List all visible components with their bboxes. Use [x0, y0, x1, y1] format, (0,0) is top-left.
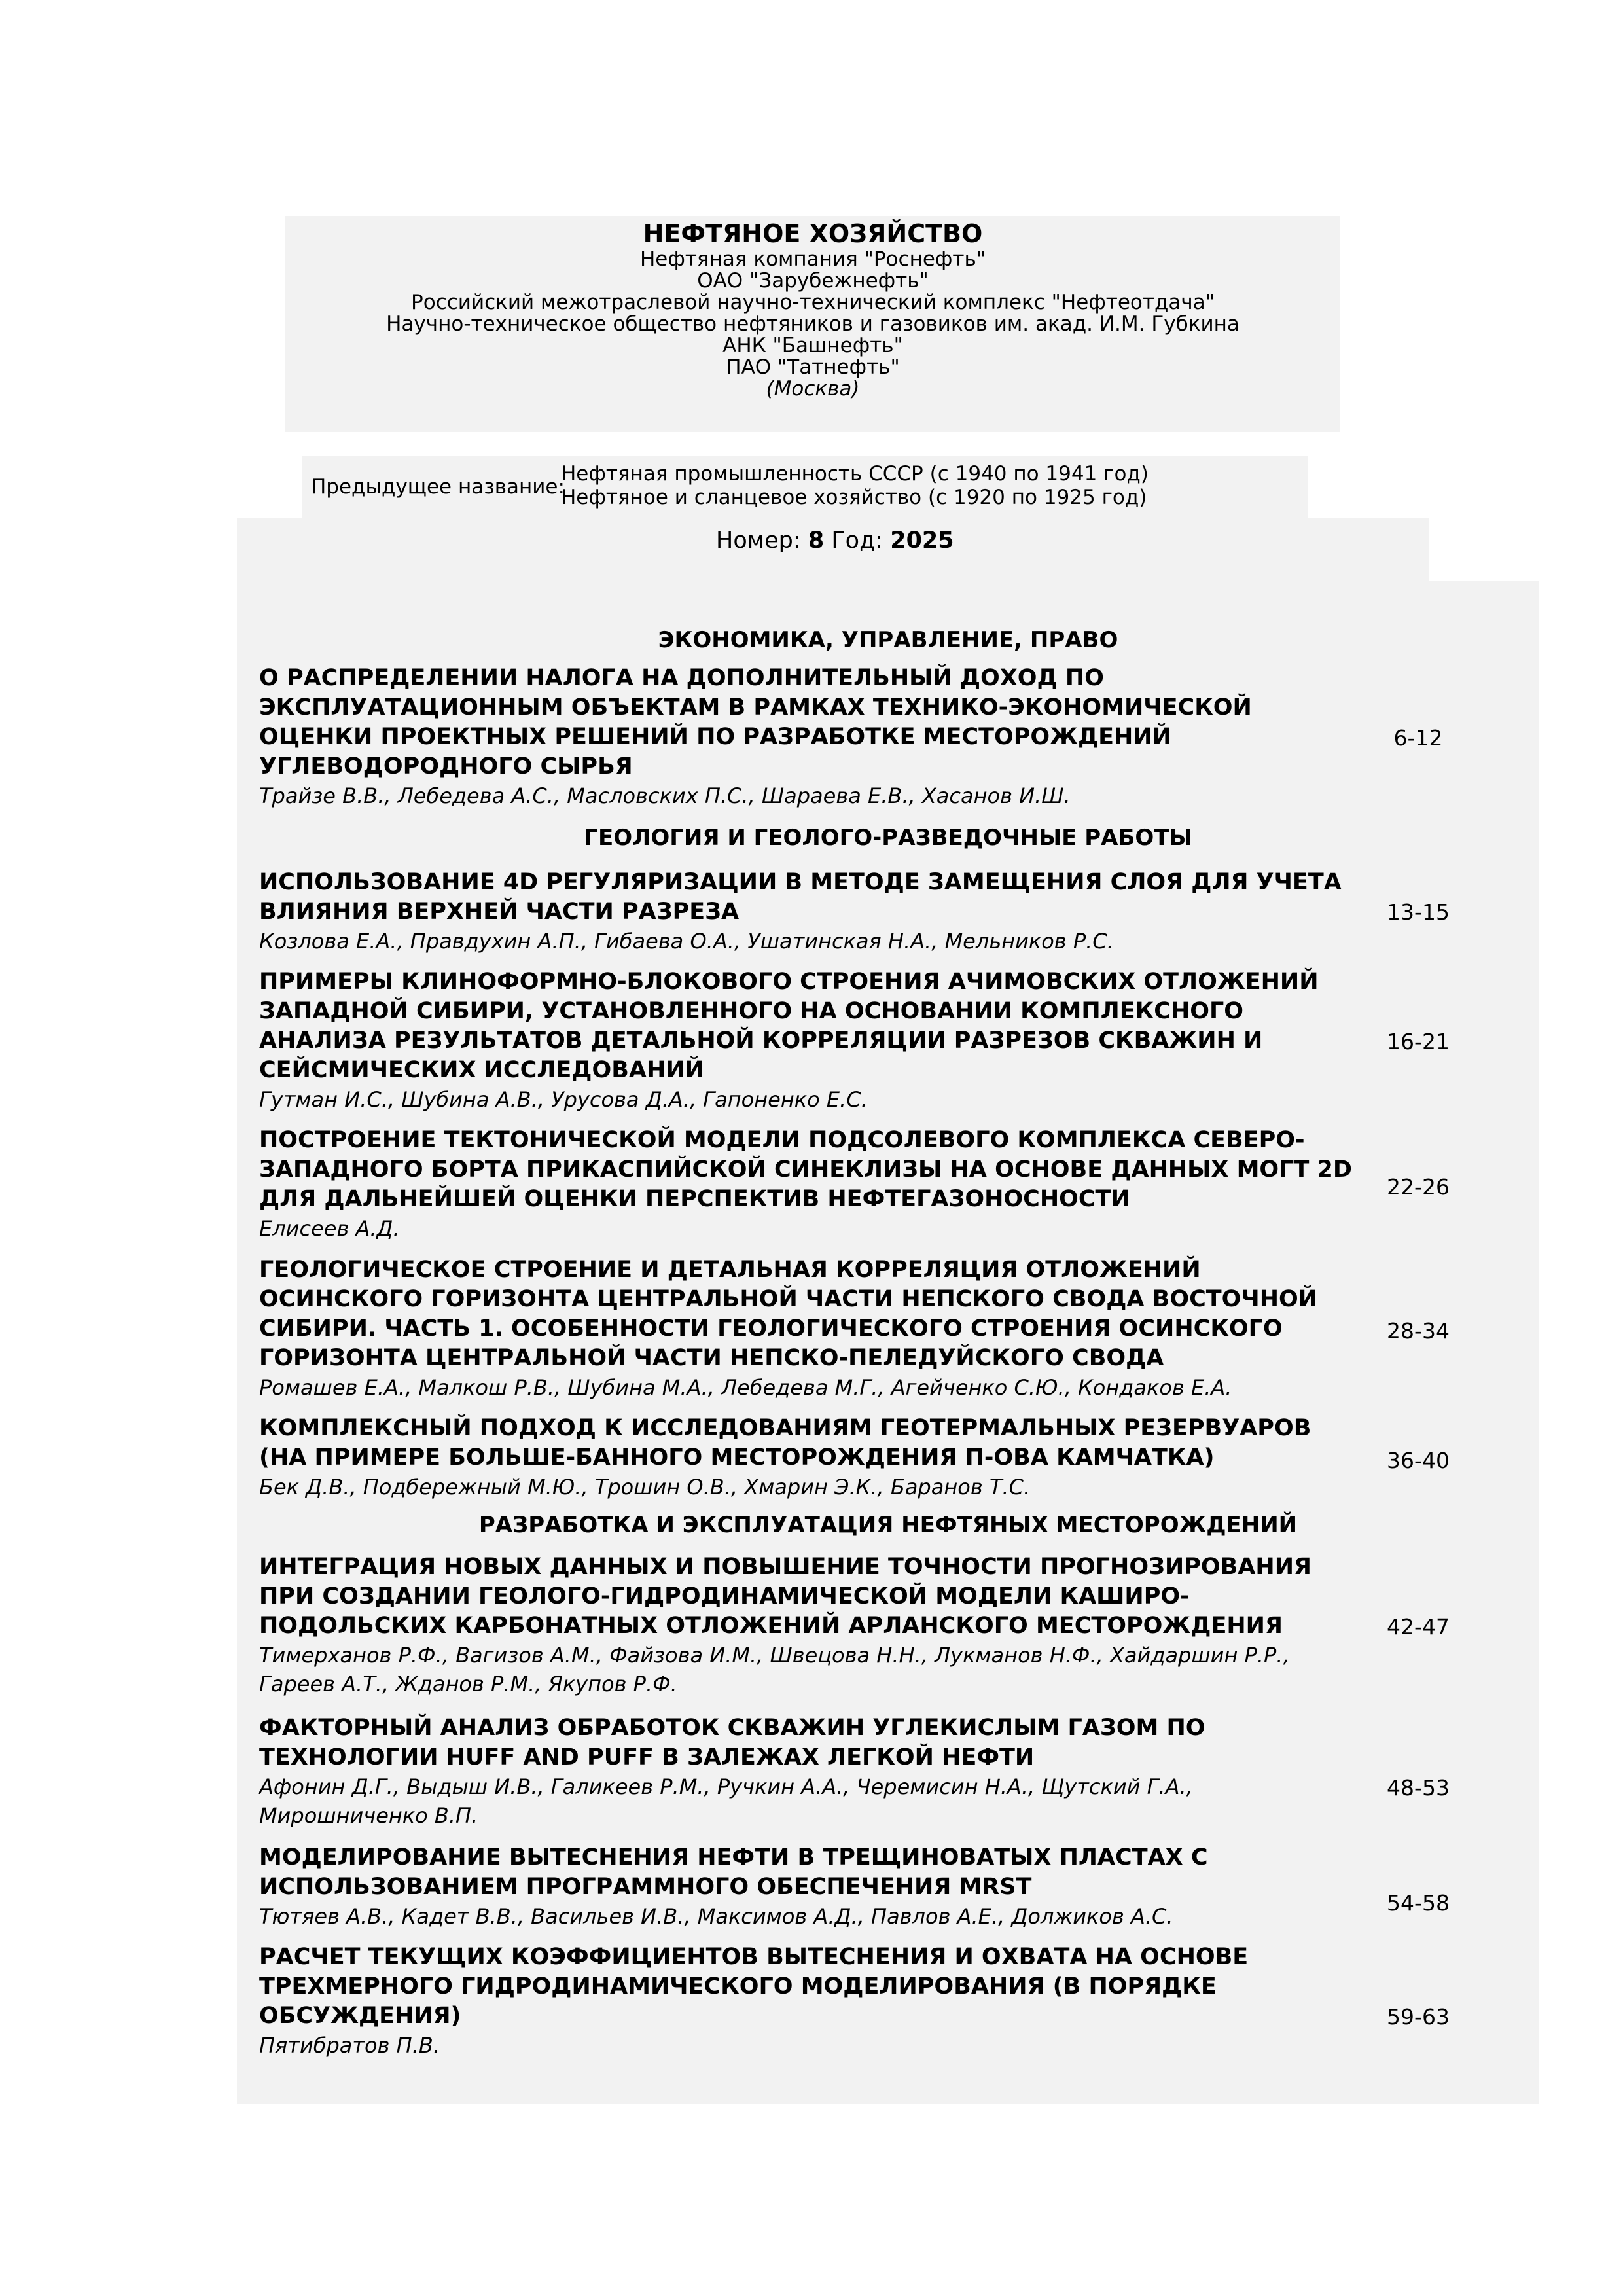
article-title[interactable]: ФАКТОРНЫЙ АНАЛИЗ ОБРАБОТОК СКВАЖИН УГЛЕКИСЛЫМ ГАЗОМ ПО ТЕХНОЛОГИИ HUFF AND PUFF В ЗАЛЕЖАХ ЛЕГКОЙ НЕФТИ — [259, 1715, 1205, 1770]
issue-line — [237, 528, 1429, 554]
section-heading: ГЕОЛОГИЯ И ГЕОЛОГО-РАЗВЕДОЧНЫЕ РАБОТЫ — [584, 825, 1192, 851]
article-title[interactable]: ИСПОЛЬЗОВАНИЕ 4D РЕГУЛЯРИЗАЦИИ В МЕТОДЕ ЗАМЕЩЕНИЯ СЛОЯ ДЛЯ УЧЕТА ВЛИЯНИЯ ВЕРХНЕЙ ЧАСТИ РАЗРЕЗА — [259, 869, 1342, 925]
article-pages: 28-34 — [1387, 1318, 1450, 1344]
article-authors: Гутман И.С., Шубина А.В., Урусова Д.А., Гапоненко Е.С. — [259, 1087, 868, 1112]
previous-names-block — [302, 456, 1308, 520]
article-pages: 59-63 — [1387, 2004, 1450, 2030]
previous-name: Нефтяная промышленность СССР (с 1940 по 1941 год) — [561, 462, 1149, 486]
publisher-line: Нефтяная компания "Роснефть" — [639, 247, 986, 271]
journal-title: НЕФТЯНОЕ ХОЗЯЙСТВО — [643, 219, 983, 248]
journal-header — [285, 216, 1340, 432]
article-authors: Трайзе В.В., Лебедева А.С., Масловских П.С., Шараева Е.В., Хасанов И.Ш. — [259, 783, 1071, 808]
article-authors: Афонин Д.Г., Выдыш И.В., Галикеев Р.М., Ручкин А.А., Черемисин Н.А., Щутский Г.А., Мирошниченко В.П. — [259, 1774, 1193, 1828]
issue-year: 2025 — [890, 528, 954, 554]
publisher-line: Российский межотраслевой научно-технический комплекс "Нефтеотдача" — [411, 291, 1215, 314]
article-pages: 22-26 — [1387, 1174, 1450, 1200]
article-authors: Ромашев Е.А., Малкош Р.В., Шубина М.А., Лебедева М.Г., Агейченко С.Ю., Кондаков Е.А. — [259, 1375, 1232, 1400]
article-pages: 42-47 — [1387, 1614, 1450, 1640]
article-pages: 16-21 — [1387, 1029, 1450, 1054]
article — [259, 1843, 1352, 1931]
article-title[interactable]: ГЕОЛОГИЧЕСКОЕ СТРОЕНИЕ И ДЕТАЛЬНАЯ КОРРЕЛЯЦИЯ ОТЛОЖЕНИЙ ОСИНСКОГО ГОРИЗОНТА ЦЕНТРАЛЬНОЙ ЧАСТИ НЕПСКОГО СВОДА ВОСТОЧНОЙ СИБИРИ. ЧАСТЬ 1. ОСОБЕННОСТИ ГЕОЛОГИЧЕСКОГО СТРОЕНИЯ ОСИНСКОГО ГОРИЗОНТА ЦЕНТРАЛЬНОЙ ЧАСТИ НЕПСКО-ПЕЛЕДУЙСКОГО СВОДА — [259, 1257, 1318, 1371]
article-title[interactable]: ИНТЕГРАЦИЯ НОВЫХ ДАННЫХ И ПОВЫШЕНИЕ ТОЧНОСТИ ПРОГНОЗИРОВАНИЯ ПРИ СОЗДАНИИ ГЕОЛОГО-ГИДРОДИНАМИЧЕСКОЙ МОДЕЛИ КАШИРО-ПОДОЛЬСКИХ КАРБОНАТНЫХ ОТЛОЖЕНИЙ АРЛАНСКОГО МЕСТОРОЖДЕНИЯ — [259, 1554, 1311, 1639]
article-authors: Бек Д.В., Подбережный М.Ю., Трошин О.В., Хмарин Э.К., Баранов Т.С. — [259, 1475, 1031, 1499]
article-title[interactable]: РАСЧЕТ ТЕКУЩИХ КОЭФФИЦИЕНТОВ ВЫТЕСНЕНИЯ И ОХВАТА НА ОСНОВЕ ТРЕХМЕРНОГО ГИДРОДИНАМИЧЕСКОГО МОДЕЛИРОВАНИЯ (В ПОРЯДКЕ ОБСУЖДЕНИЯ) — [259, 1944, 1249, 2029]
article — [259, 1552, 1352, 1698]
article-authors: Тимерханов Р.Ф., Вагизов А.М., Файзова И.М., Швецова Н.Н., Лукманов Н.Ф., Хайдаршин Р.Р., Гареев А.Т., Жданов Р.М., Якупов Р.Ф. — [259, 1643, 1290, 1696]
article-title[interactable]: ПРИМЕРЫ КЛИНОФОРМНО-БЛОКОВОГО СТРОЕНИЯ АЧИМОВСКИХ ОТЛОЖЕНИЙ ЗАПАДНОЙ СИБИРИ, УСТАНОВЛЕННОГО НА ОСНОВАНИИ КОМПЛЕКСНОГО АНАЛИЗА РЕЗУЛЬТАТОВ ДЕТАЛЬНОЙ КОРРЕЛЯЦИИ РАЗРЕЗОВ СКВАЖИН И СЕЙСМИЧЕСКИХ ИССЛЕДОВАНИЙ — [259, 969, 1319, 1083]
article-pages: 13-15 — [1387, 899, 1450, 925]
publisher-line: ОАО "Зарубежнефть" — [697, 269, 929, 293]
article-authors: Елисеев А.Д. — [259, 1216, 400, 1241]
issue-year-label: Год: — [831, 528, 883, 554]
previous-name: Нефтяное и сланцевое хозяйство (с 1920 по 1925 год) — [561, 486, 1147, 509]
article — [259, 868, 1352, 956]
article — [259, 1943, 1352, 2060]
article-pages: 48-53 — [1387, 1775, 1450, 1801]
article-title[interactable]: ПОСТРОЕНИЕ ТЕКТОНИЧЕСКОЙ МОДЕЛИ ПОДСОЛЕВОГО КОМПЛЕКСА СЕВЕРО-ЗАПАДНОГО БОРТА ПРИКАСПИЙСКОЙ СИНЕКЛИЗЫ НА ОСНОВЕ ДАННЫХ МОГТ 2D ДЛЯ ДАЛЬНЕЙШЕЙ ОЦЕНКИ ПЕРСПЕКТИВ НЕФТЕГАЗОНОСНОСТИ — [259, 1127, 1352, 1212]
article-pages: 36-40 — [1387, 1448, 1450, 1473]
article-pages: 54-58 — [1387, 1890, 1450, 1916]
article-authors: Козлова Е.А., Правдухин А.П., Гибаева О.А., Ушатинская Н.А., Мельников Р.С. — [259, 929, 1114, 954]
publisher-line: АНК "Башнефть" — [722, 334, 903, 357]
article-pages: 6-12 — [1393, 725, 1443, 751]
article — [259, 1126, 1352, 1243]
publisher-line: ПАО "Татнефть" — [726, 355, 900, 379]
issue-block — [237, 518, 1429, 581]
article-title[interactable]: МОДЕЛИРОВАНИЕ ВЫТЕСНЕНИЯ НЕФТИ В ТРЕЩИНОВАТЫХ ПЛАСТАХ С ИСПОЛЬЗОВАНИЕМ ПРОГРАММНОГО ОБЕСПЕЧЕНИЯ MRST — [259, 1844, 1208, 1900]
article-title[interactable]: О РАСПРЕДЕЛЕНИИ НАЛОГА НА ДОПОЛНИТЕЛЬНЫЙ ДОХОД ПО ЭКСПЛУАТАЦИОННЫМ ОБЪЕКТАМ В РАМКАХ ТЕХНИКО-ЭКОНОМИЧЕСКОЙ ОЦЕНКИ ПРОЕКТНЫХ РЕШЕНИЙ ПО РАЗРАБОТКЕ МЕСТОРОЖДЕНИЙ УГЛЕВОДОРОДНОГО СЫРЬЯ — [259, 665, 1252, 780]
previous-names-list — [561, 462, 1149, 509]
section-heading: РАЗРАБОТКА И ЭКСПЛУАТАЦИЯ НЕФТЯНЫХ МЕСТОРОЖДЕНИЙ — [478, 1512, 1298, 1538]
article-authors: Тютяев А.В., Кадет В.В., Васильев И.В., Максимов А.Д., Павлов А.Е., Должиков А.С. — [259, 1904, 1173, 1929]
publisher-line: Научно-техническое общество нефтяников и газовиков им. акад. И.М. Губкина — [386, 312, 1240, 336]
previous-names-label: Предыдущее название: — [311, 475, 565, 499]
article — [259, 664, 1352, 810]
issue-number-label: Номер: — [716, 528, 801, 554]
article-authors: Пятибратов П.В. — [259, 2033, 440, 2058]
article — [259, 1414, 1352, 1501]
article — [259, 967, 1352, 1114]
city: (Москва) — [766, 377, 860, 401]
article — [259, 1713, 1352, 1830]
article-title[interactable]: КОМПЛЕКСНЫЙ ПОДХОД К ИССЛЕДОВАНИЯМ ГЕОТЕРМАЛЬНЫХ РЕЗЕРВУАРОВ (НА ПРИМЕРЕ БОЛЬШЕ-БАННОГО МЕСТОРОЖДЕНИЯ П-ОВА КАМЧАТКА) — [259, 1415, 1311, 1471]
section-heading: ЭКОНОМИКА, УПРАВЛЕНИЕ, ПРАВО — [658, 627, 1118, 653]
issue-number: 8 — [808, 528, 825, 554]
article — [259, 1255, 1352, 1402]
